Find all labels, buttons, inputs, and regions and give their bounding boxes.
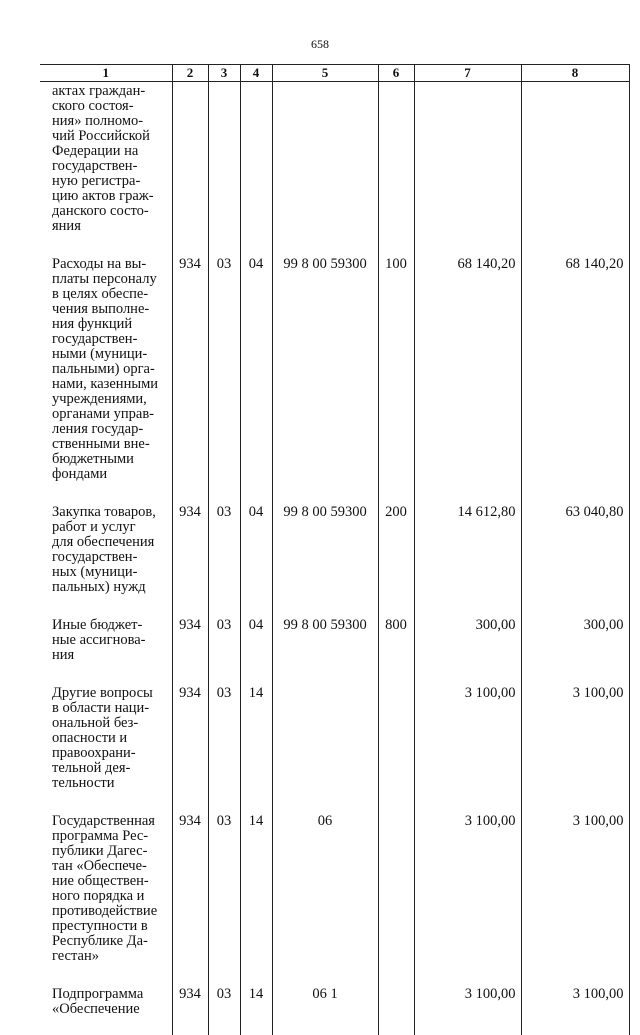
row-name-line: работ и услуг — [52, 519, 136, 535]
ministry-code-cell: 934 — [172, 809, 208, 982]
header-cell: 8 — [521, 65, 629, 82]
header-cell: 6 — [378, 65, 414, 82]
target-article-cell: 99 8 00 59300 — [272, 613, 378, 681]
amount-cell: 68 140,20 — [414, 252, 521, 500]
section-code-cell: 03 — [208, 252, 240, 500]
row-name-line: в области наци- — [52, 700, 150, 716]
row-name-line: данского состо- — [52, 203, 149, 219]
amount-cell: 3 100,00 — [521, 681, 629, 809]
subsection-code-cell: 04 — [240, 252, 272, 500]
row-name-line: Другие вопросы — [52, 685, 153, 701]
row-name-line: чения выполне- — [52, 301, 150, 317]
table-row — [40, 252, 629, 500]
section-code-cell: 03 — [208, 681, 240, 809]
row-name-cell — [40, 613, 172, 681]
row-name-line: тельности — [52, 775, 115, 791]
amount-cell: 3 100,00 — [414, 982, 521, 1035]
expense-type-cell: 100 — [378, 252, 414, 500]
row-name-line: ных (муници- — [52, 564, 138, 580]
row-name-line: Федерации на — [52, 143, 139, 159]
ministry-code-cell: 934 — [172, 500, 208, 613]
row-name-cell — [40, 982, 172, 1035]
amount-cell: 300,00 — [521, 613, 629, 681]
row-name-line: в целях обеспе- — [52, 286, 149, 302]
row-name-line: ональной без- — [52, 715, 139, 731]
expense-type-cell: 800 — [378, 613, 414, 681]
amount-cell: 300,00 — [414, 613, 521, 681]
row-name-line: опасности и — [52, 730, 128, 746]
subsection-code-cell — [240, 82, 272, 253]
row-name-line: ные ассигнова- — [52, 632, 146, 648]
row-name-line: ления государ- — [52, 421, 144, 437]
row-name-line: публики Дагес- — [52, 843, 148, 859]
row-name-line: правоохрани- — [52, 745, 136, 761]
ministry-code-cell: 934 — [172, 681, 208, 809]
expense-type-cell — [378, 681, 414, 809]
subsection-code-cell: 14 — [240, 681, 272, 809]
header-cell: 5 — [272, 65, 378, 82]
ministry-code-cell: 934 — [172, 613, 208, 681]
expense-type-cell — [378, 82, 414, 253]
amount-cell: 3 100,00 — [521, 809, 629, 982]
row-name-line: яния — [52, 218, 81, 234]
expense-type-cell: 200 — [378, 500, 414, 613]
row-name-line: ного порядка и — [52, 888, 145, 904]
row-name-line: ными (муници- — [52, 346, 148, 362]
table-row — [40, 681, 629, 809]
row-name-line: программа Рес- — [52, 828, 149, 844]
table-header-row — [40, 65, 629, 82]
row-name-line: пальных) нужд — [52, 579, 146, 595]
row-name-line: тан «Обеспече- — [52, 858, 147, 874]
ministry-code-cell — [172, 82, 208, 253]
target-article-cell: 99 8 00 59300 — [272, 252, 378, 500]
amount-cell — [414, 82, 521, 253]
header-cell: 4 — [240, 65, 272, 82]
section-code-cell: 03 — [208, 613, 240, 681]
row-name-line: Подпрограмма — [52, 986, 144, 1002]
row-name-line: преступности в — [52, 918, 148, 934]
row-name-line: ского состоя- — [52, 98, 134, 114]
target-article-cell — [272, 681, 378, 809]
row-name-line: ния» полномо- — [52, 113, 144, 129]
table-row — [40, 613, 629, 681]
row-name-line: Расходы на вы- — [52, 256, 147, 272]
row-name-line: противодействие — [52, 903, 158, 919]
subsection-code-cell: 04 — [240, 500, 272, 613]
row-name-cell — [40, 681, 172, 809]
expense-type-cell — [378, 982, 414, 1035]
amount-cell — [521, 82, 629, 253]
row-name-line: государствен- — [52, 549, 138, 565]
amount-cell: 3 100,00 — [414, 809, 521, 982]
expense-type-cell — [378, 809, 414, 982]
row-name-line: цию актов граж- — [52, 188, 154, 204]
table-row — [40, 982, 629, 1035]
target-article-cell: 06 1 — [272, 982, 378, 1035]
ministry-code-cell: 934 — [172, 252, 208, 500]
ministry-code-cell: 934 — [172, 982, 208, 1035]
header-cell: 3 — [208, 65, 240, 82]
amount-cell: 63 040,80 — [521, 500, 629, 613]
row-name-cell — [40, 809, 172, 982]
row-name-line: органами управ- — [52, 406, 155, 422]
row-name-line: платы персоналу — [52, 271, 157, 287]
row-name-line: Республике Да- — [52, 933, 148, 949]
row-name-line: пальными) орга- — [52, 361, 155, 377]
amount-cell: 3 100,00 — [414, 681, 521, 809]
row-name-line: ния — [52, 647, 75, 663]
section-code-cell — [208, 82, 240, 253]
row-name-line: «Обеспечение — [52, 1001, 140, 1017]
row-name-cell — [40, 252, 172, 500]
row-name-line: Иные бюджет- — [52, 617, 143, 633]
target-article-cell — [272, 82, 378, 253]
row-name-line: для обеспечения — [52, 534, 155, 550]
row-name-line: ния функций — [52, 316, 133, 332]
row-name-line: учреждениями, — [52, 391, 147, 407]
amount-cell: 3 100,00 — [521, 982, 629, 1035]
section-code-cell: 03 — [208, 809, 240, 982]
target-article-cell: 06 — [272, 809, 378, 982]
row-name-line: ние обществен- — [52, 873, 149, 889]
row-name-line: Закупка товаров, — [52, 504, 156, 520]
subsection-code-cell: 14 — [240, 809, 272, 982]
row-name-line: чий Российской — [52, 128, 150, 144]
section-code-cell: 03 — [208, 500, 240, 613]
table-row — [40, 500, 629, 613]
amount-cell: 14 612,80 — [414, 500, 521, 613]
section-code-cell: 03 — [208, 982, 240, 1035]
header-cell: 7 — [414, 65, 521, 82]
row-name-cell — [40, 82, 172, 253]
row-name-line: государствен- — [52, 158, 138, 174]
row-name-line: бюджетными — [52, 451, 134, 467]
budget-table — [40, 64, 630, 1035]
subsection-code-cell: 14 — [240, 982, 272, 1035]
table-row — [40, 809, 629, 982]
row-name-line: Государственная — [52, 813, 155, 829]
row-name-line: гестан» — [52, 948, 99, 964]
row-name-line: государствен- — [52, 331, 138, 347]
row-name-cell — [40, 500, 172, 613]
row-name-line: ственными вне- — [52, 436, 150, 452]
amount-cell: 68 140,20 — [521, 252, 629, 500]
row-name-line: тельной дея- — [52, 760, 131, 776]
header-cell: 2 — [172, 65, 208, 82]
table-row — [40, 82, 629, 253]
page-number: 658 — [311, 37, 329, 51]
row-name-line: ную регистра- — [52, 173, 141, 189]
target-article-cell: 99 8 00 59300 — [272, 500, 378, 613]
subsection-code-cell: 04 — [240, 613, 272, 681]
row-name-line: нами, казенными — [52, 376, 159, 392]
row-name-line: актах граждан- — [52, 83, 146, 99]
row-name-line: фондами — [52, 466, 108, 482]
header-cell: 1 — [40, 65, 172, 82]
